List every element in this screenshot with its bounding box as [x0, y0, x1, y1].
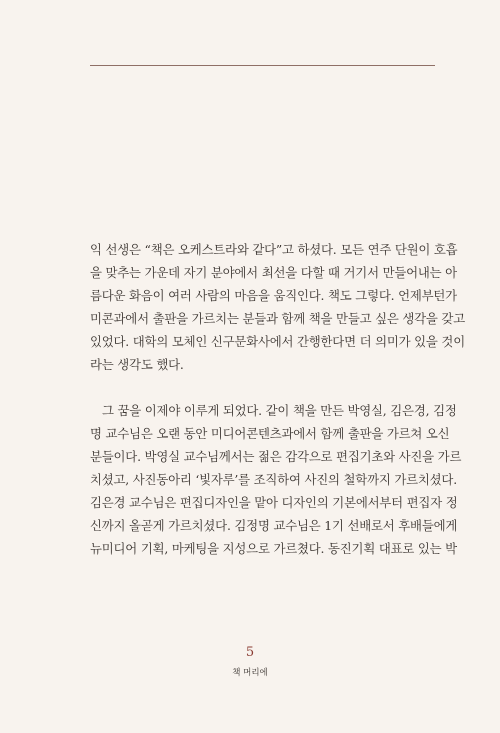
text-line: 름다운 화음이 여러 사람의 마음을 움직인다. 책도 그렇다. 언제부턴가 [90, 288, 457, 303]
text-line: 익 선생은 “책은 오케스트라와 같다”고 하셨다. 모든 연주 단원이 호흡 [90, 242, 458, 257]
text-line: 김은경 교수님은 편집디자인을 맡아 디자인의 기본에서부터 편집자 정 [90, 495, 458, 510]
running-title: 책 머리에 [232, 668, 268, 678]
paragraph-1 [90, 238, 465, 376]
text-line: 신까지 올곧게 가르치셨다. 김정명 교수님은 1기 선배로서 후배들에게 [90, 518, 458, 533]
text-line: 미콘과에서 출판을 가르치는 분들과 함께 책을 만들고 싶은 생각을 갖고 [90, 311, 465, 326]
text-line: 있었다. 대학의 모체인 신구문화사에서 간행한다면 더 의미가 있을 것이 [90, 334, 465, 349]
page-number: 5 [245, 645, 255, 660]
paragraph-2 [90, 399, 462, 560]
text-line: 명 교수님은 오랜 동안 미디어콘텐츠과에서 함께 출판을 가르쳐 오신 [90, 426, 450, 441]
text-line: 뉴미디어 기획, 마케팅을 지성으로 가르쳤다. 동진기획 대표로 있는 박 [90, 541, 457, 556]
text-line: 을 맞추는 가운데 자기 분야에서 최선을 다할 때 거기서 만들어내는 아 [90, 265, 457, 280]
text-line: 분들이다. 박영실 교수님께서는 젊은 감각으로 편집기초와 사진을 가르 [90, 449, 462, 464]
paragraph-spacer [90, 376, 435, 399]
header-rule [90, 65, 435, 66]
text-line: 치셨고, 사진동아리 ‘빛자루’를 조직하여 사진의 철학까지 가르치셨다. [90, 472, 457, 487]
text-line: 그 꿈을 이제야 이루게 되었다. 같이 책을 만든 박영실, 김은경, 김정 [102, 403, 457, 418]
body-text [90, 238, 465, 560]
text-line: 라는 생각도 했다. [90, 357, 184, 372]
